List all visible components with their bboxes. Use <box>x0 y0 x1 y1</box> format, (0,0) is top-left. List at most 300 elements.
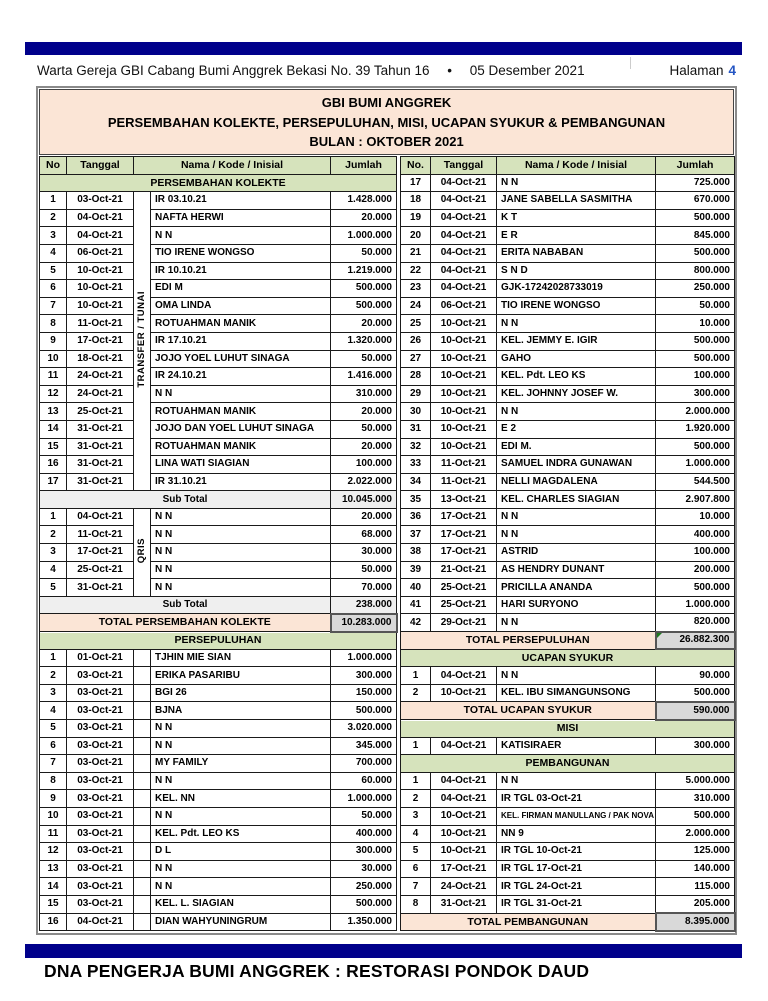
col-header-nama: Nama / Kode / Inisial <box>134 157 331 175</box>
row-date: 04-Oct-21 <box>67 913 134 931</box>
table-row <box>40 332 397 350</box>
row-number: 35 <box>401 491 431 509</box>
table-row <box>401 843 735 861</box>
subtotal-amount: 238.000 <box>331 596 397 614</box>
page-number: 4 <box>728 63 736 78</box>
row-date: 11-Oct-21 <box>431 473 497 491</box>
row-name: JANE SABELLA SASMITHA <box>497 192 656 210</box>
row-amount: 2.022.000 <box>331 473 397 491</box>
row-date: 04-Oct-21 <box>431 280 497 298</box>
table-row <box>401 491 735 509</box>
row-number: 21 <box>401 244 431 262</box>
table-row <box>40 315 397 333</box>
row-name: N N <box>151 737 331 755</box>
table-row <box>401 315 735 333</box>
row-name: KEL. L. SIAGIAN <box>151 895 331 913</box>
table-row <box>401 192 735 210</box>
row-amount: 500.000 <box>331 895 397 913</box>
row-number: 28 <box>401 368 431 386</box>
table-row <box>401 790 735 808</box>
table-row <box>40 473 397 491</box>
row-amount: 20.000 <box>331 209 397 227</box>
row-number: 4 <box>401 825 431 843</box>
row-date: 10-Oct-21 <box>431 843 497 861</box>
bottom-navy-bar <box>25 944 742 958</box>
row-name: TIO IRENE WONGSO <box>151 244 331 262</box>
row-name: IR TGL 03-Oct-21 <box>497 790 656 808</box>
row-number: 8 <box>40 315 67 333</box>
row-name: PRICILLA ANANDA <box>497 579 656 597</box>
group-spacer-cell <box>134 755 151 773</box>
row-name: AS HENDRY DUNANT <box>497 561 656 579</box>
row-date: 04-Oct-21 <box>431 209 497 227</box>
table-row <box>40 755 397 773</box>
row-name: MY FAMILY <box>151 755 331 773</box>
row-date: 03-Oct-21 <box>67 790 134 808</box>
table-row <box>401 684 735 702</box>
offerings-table-left <box>39 156 398 931</box>
total-row <box>401 632 735 650</box>
row-number: 39 <box>401 561 431 579</box>
table-row <box>401 473 735 491</box>
row-amount: 50.000 <box>331 350 397 368</box>
col-header-jumlah: Jumlah <box>331 157 397 175</box>
row-date: 03-Oct-21 <box>67 878 134 896</box>
row-name: ERITA NABABAN <box>497 244 656 262</box>
col-header-no: No. <box>401 157 431 175</box>
group-label-cell <box>134 508 151 596</box>
row-date: 25-Oct-21 <box>67 561 134 579</box>
row-number: 7 <box>40 755 67 773</box>
row-number: 2 <box>40 667 67 685</box>
group-spacer-cell <box>134 649 151 667</box>
total-ucapan-label: TOTAL UCAPAN SYUKUR <box>401 702 656 720</box>
row-amount: 500.000 <box>331 280 397 298</box>
row-number: 31 <box>401 420 431 438</box>
row-date: 10-Oct-21 <box>67 280 134 298</box>
section-header-persepuluhan: PERSEPULUHAN <box>40 632 397 650</box>
row-name: N N <box>151 227 331 245</box>
row-number: 37 <box>401 526 431 544</box>
row-name: N N <box>151 508 331 526</box>
table-row <box>401 332 735 350</box>
row-amount: 205.000 <box>656 895 735 913</box>
table-row <box>401 227 735 245</box>
total-row <box>401 913 735 931</box>
row-date: 24-Oct-21 <box>431 878 497 896</box>
row-amount: 300.000 <box>656 737 735 755</box>
row-name: N N <box>497 772 656 790</box>
row-amount: 1.219.000 <box>331 262 397 280</box>
row-amount: 20.000 <box>331 508 397 526</box>
row-name: N N <box>151 544 331 562</box>
row-date: 03-Oct-21 <box>67 843 134 861</box>
row-amount: 500.000 <box>656 350 735 368</box>
table-row <box>401 368 735 386</box>
table-row <box>40 297 397 315</box>
row-amount: 10.000 <box>656 508 735 526</box>
table-row <box>401 350 735 368</box>
row-date: 10-Oct-21 <box>431 420 497 438</box>
row-number: 17 <box>40 473 67 491</box>
col-header-no: No <box>40 157 67 175</box>
church-name: GBI BUMI ANGGREK <box>321 94 452 110</box>
row-name: N N <box>151 720 331 738</box>
table-row <box>40 790 397 808</box>
total-persepuluhan-amount: 26.882.300 <box>656 632 735 650</box>
row-name: D L <box>151 843 331 861</box>
row-name: BJNA <box>151 702 331 720</box>
row-number: 1 <box>40 649 67 667</box>
total-row <box>40 614 397 632</box>
row-name: GJK-17242028733019 <box>497 280 656 298</box>
row-date: 24-Oct-21 <box>67 385 134 403</box>
row-number: 6 <box>40 280 67 298</box>
row-name: N N <box>151 878 331 896</box>
row-amount: 50.000 <box>331 420 397 438</box>
row-name: ROTUAHMAN MANIK <box>151 315 331 333</box>
row-amount: 250.000 <box>656 280 735 298</box>
row-amount: 3.020.000 <box>331 720 397 738</box>
subtotal-row <box>40 596 397 614</box>
col-header-tanggal: Tanggal <box>67 157 134 175</box>
row-number: 2 <box>401 790 431 808</box>
table-row <box>401 420 735 438</box>
row-number: 42 <box>401 614 431 632</box>
row-date: 10-Oct-21 <box>431 315 497 333</box>
group-spacer-cell <box>134 790 151 808</box>
row-date: 04-Oct-21 <box>67 508 134 526</box>
row-name: IR 17.10.21 <box>151 332 331 350</box>
row-amount: 500.000 <box>656 244 735 262</box>
row-date: 11-Oct-21 <box>67 526 134 544</box>
row-amount: 500.000 <box>656 438 735 456</box>
row-number: 11 <box>40 368 67 386</box>
row-name: HARI SURYONO <box>497 596 656 614</box>
row-name: KEL. IBU SIMANGUNSONG <box>497 684 656 702</box>
row-date: 04-Oct-21 <box>431 772 497 790</box>
row-number: 8 <box>40 772 67 790</box>
row-date: 04-Oct-21 <box>431 174 497 192</box>
row-number: 14 <box>40 878 67 896</box>
row-name: ERIKA PASARIBU <box>151 667 331 685</box>
report-title-block <box>39 89 734 155</box>
row-name: TIO IRENE WONGSO <box>497 297 656 315</box>
group-spacer-cell <box>134 684 151 702</box>
offerings-table-left-body <box>40 157 397 931</box>
row-name: KEL. JOHNNY JOSEF W. <box>497 385 656 403</box>
row-number: 22 <box>401 262 431 280</box>
row-date: 04-Oct-21 <box>431 227 497 245</box>
total-kolekte-label: TOTAL PERSEMBAHAN KOLEKTE <box>40 614 331 632</box>
table-row <box>40 262 397 280</box>
table-row <box>40 772 397 790</box>
row-date: 10-Oct-21 <box>431 385 497 403</box>
table-row <box>401 508 735 526</box>
row-number: 38 <box>401 544 431 562</box>
row-amount: 500.000 <box>656 332 735 350</box>
row-amount: 1.000.000 <box>331 649 397 667</box>
row-amount: 2.000.000 <box>656 403 735 421</box>
row-name: N N <box>497 403 656 421</box>
row-date: 03-Oct-21 <box>67 192 134 210</box>
group-spacer-cell <box>134 772 151 790</box>
row-date: 03-Oct-21 <box>67 825 134 843</box>
row-number: 1 <box>401 772 431 790</box>
table-row <box>401 579 735 597</box>
table-row <box>40 720 397 738</box>
row-name: JOJO YOEL LUHUT SINAGA <box>151 350 331 368</box>
row-date: 03-Oct-21 <box>67 667 134 685</box>
row-name: E 2 <box>497 420 656 438</box>
row-name: NAFTA HERWI <box>151 209 331 227</box>
row-number: 25 <box>401 315 431 333</box>
row-amount: 345.000 <box>331 737 397 755</box>
row-number: 15 <box>40 438 67 456</box>
row-date: 03-Oct-21 <box>67 895 134 913</box>
row-number: 24 <box>401 297 431 315</box>
row-number: 3 <box>40 544 67 562</box>
table-row <box>401 438 735 456</box>
row-date: 01-Oct-21 <box>67 649 134 667</box>
row-amount: 115.000 <box>656 878 735 896</box>
row-name: N N <box>497 508 656 526</box>
comment-flag-icon <box>657 633 662 638</box>
table-row <box>40 913 397 931</box>
table-row <box>40 508 397 526</box>
row-date: 29-Oct-21 <box>431 614 497 632</box>
row-date: 03-Oct-21 <box>67 807 134 825</box>
row-name: IR TGL 17-Oct-21 <box>497 860 656 878</box>
section-header-row <box>40 174 397 192</box>
row-amount: 400.000 <box>331 825 397 843</box>
row-amount: 100.000 <box>656 368 735 386</box>
total-pembangunan-amount: 8.395.000 <box>656 913 735 931</box>
row-date: 04-Oct-21 <box>67 209 134 227</box>
row-amount: 50.000 <box>331 244 397 262</box>
table-row <box>40 192 397 210</box>
row-number: 4 <box>40 561 67 579</box>
row-amount: 310.000 <box>656 790 735 808</box>
row-date: 25-Oct-21 <box>431 596 497 614</box>
row-name: NN 9 <box>497 825 656 843</box>
row-number: 9 <box>40 790 67 808</box>
row-number: 41 <box>401 596 431 614</box>
row-amount: 5.000.000 <box>656 772 735 790</box>
row-amount: 300.000 <box>331 667 397 685</box>
row-date: 10-Oct-21 <box>431 825 497 843</box>
section-header-row <box>401 720 735 738</box>
group-spacer-cell <box>134 807 151 825</box>
table-row <box>40 895 397 913</box>
table-row <box>40 227 397 245</box>
row-amount: 140.000 <box>656 860 735 878</box>
row-name: DIAN WAHYUNINGRUM <box>151 913 331 931</box>
col-header-jumlah: Jumlah <box>656 157 735 175</box>
row-number: 3 <box>40 227 67 245</box>
table-row <box>401 596 735 614</box>
row-number: 6 <box>401 860 431 878</box>
group-label-cell <box>134 192 151 491</box>
row-number: 7 <box>401 878 431 896</box>
row-number: 10 <box>40 807 67 825</box>
table-row <box>40 456 397 474</box>
row-number: 15 <box>40 895 67 913</box>
row-number: 11 <box>40 825 67 843</box>
table-row <box>40 649 397 667</box>
row-amount: 500.000 <box>331 702 397 720</box>
row-amount: 300.000 <box>331 843 397 861</box>
row-date: 04-Oct-21 <box>431 262 497 280</box>
table-row <box>401 297 735 315</box>
row-date: 11-Oct-21 <box>67 315 134 333</box>
row-amount: 500.000 <box>331 297 397 315</box>
row-name: IR 10.10.21 <box>151 262 331 280</box>
row-name: N N <box>151 860 331 878</box>
subtotal-row <box>40 491 397 509</box>
row-date: 04-Oct-21 <box>431 790 497 808</box>
table-row <box>40 420 397 438</box>
row-name: N N <box>151 579 331 597</box>
row-date: 10-Oct-21 <box>431 368 497 386</box>
row-date: 06-Oct-21 <box>431 297 497 315</box>
row-number: 5 <box>40 720 67 738</box>
table-row <box>40 544 397 562</box>
row-name: KATISIRAER <box>497 737 656 755</box>
table-row <box>401 244 735 262</box>
report-title: PERSEMBAHAN KOLEKTE, PERSEPULUHAN, MISI, UCAPAN SYUKUR & PEMBANGUNAN <box>107 114 666 130</box>
table-row <box>40 860 397 878</box>
row-date: 17-Oct-21 <box>431 544 497 562</box>
table-row <box>401 561 735 579</box>
row-amount: 500.000 <box>656 209 735 227</box>
row-date: 17-Oct-21 <box>67 544 134 562</box>
row-amount: 1.000.000 <box>331 227 397 245</box>
row-number: 17 <box>401 174 431 192</box>
masthead-bullet: • <box>447 63 452 78</box>
row-amount: 1.350.000 <box>331 913 397 931</box>
col-header-tanggal: Tanggal <box>431 157 497 175</box>
section-header-misi: MISI <box>401 720 735 738</box>
row-amount: 300.000 <box>656 385 735 403</box>
row-name: N N <box>151 561 331 579</box>
row-date: 25-Oct-21 <box>67 403 134 421</box>
table-row <box>401 614 735 632</box>
group-spacer-cell <box>134 825 151 843</box>
row-amount: 100.000 <box>656 544 735 562</box>
row-name: IR 03.10.21 <box>151 192 331 210</box>
table-row <box>40 403 397 421</box>
row-date: 04-Oct-21 <box>431 244 497 262</box>
total-kolekte-amount: 10.283.000 <box>331 614 397 632</box>
row-name: KEL. Pdt. LEO KS <box>497 368 656 386</box>
col-header-nama: Nama / Kode / Inisial <box>497 157 656 175</box>
row-amount: 60.000 <box>331 772 397 790</box>
row-amount: 500.000 <box>656 579 735 597</box>
newsletter-title: Warta Gereja GBI Cabang Bumi Anggrek Bekasi No. 39 Tahun 16 <box>37 63 430 78</box>
table-row <box>40 244 397 262</box>
row-name: EDI M <box>151 280 331 298</box>
table-row <box>40 843 397 861</box>
table-row <box>40 209 397 227</box>
row-name: N N <box>151 807 331 825</box>
table-row <box>40 350 397 368</box>
group-spacer-cell <box>134 913 151 931</box>
row-name: N N <box>497 315 656 333</box>
table-row <box>401 174 735 192</box>
table-row <box>40 526 397 544</box>
row-date: 04-Oct-21 <box>431 192 497 210</box>
row-date: 31-Oct-21 <box>67 473 134 491</box>
row-name: N N <box>151 772 331 790</box>
row-number: 5 <box>40 579 67 597</box>
row-date: 03-Oct-21 <box>67 755 134 773</box>
table-row <box>401 262 735 280</box>
table-row <box>40 684 397 702</box>
row-number: 12 <box>40 385 67 403</box>
row-name: JOJO DAN YOEL LUHUT SINAGA <box>151 420 331 438</box>
table-row <box>40 667 397 685</box>
table-row <box>401 209 735 227</box>
masthead <box>25 57 742 84</box>
row-amount: 400.000 <box>656 526 735 544</box>
row-name: OMA LINDA <box>151 297 331 315</box>
row-date: 03-Oct-21 <box>67 737 134 755</box>
total-pembangunan-label: TOTAL PEMBANGUNAN <box>401 913 656 931</box>
row-amount: 10.000 <box>656 315 735 333</box>
row-name: GAHO <box>497 350 656 368</box>
row-amount: 30.000 <box>331 860 397 878</box>
section-header-kolekte: PERSEMBAHAN KOLEKTE <box>40 174 397 192</box>
row-name: N N <box>151 526 331 544</box>
row-amount: 200.000 <box>656 561 735 579</box>
row-amount: 1.320.000 <box>331 332 397 350</box>
row-name: KEL. FIRMAN MANULLANG / PAK NOVA <box>497 807 656 825</box>
row-number: 1 <box>40 508 67 526</box>
masthead-text <box>37 63 585 78</box>
row-amount: 1.000.000 <box>656 596 735 614</box>
table-row <box>40 702 397 720</box>
table-row <box>401 878 735 896</box>
row-name: IR TGL 10-Oct-21 <box>497 843 656 861</box>
row-date: 10-Oct-21 <box>67 297 134 315</box>
table-row <box>401 860 735 878</box>
section-header-row <box>401 755 735 773</box>
row-date: 04-Oct-21 <box>431 737 497 755</box>
row-name: KEL. JEMMY E. IGIR <box>497 332 656 350</box>
row-name: IR TGL 31-Oct-21 <box>497 895 656 913</box>
row-amount: 1.000.000 <box>656 456 735 474</box>
row-name: N N <box>497 667 656 685</box>
row-number: 2 <box>40 209 67 227</box>
row-date: 21-Oct-21 <box>431 561 497 579</box>
row-date: 10-Oct-21 <box>431 350 497 368</box>
row-amount: 670.000 <box>656 192 735 210</box>
group-spacer-cell <box>134 702 151 720</box>
row-date: 03-Oct-21 <box>67 860 134 878</box>
row-number: 19 <box>401 209 431 227</box>
subtotal-amount: 10.045.000 <box>331 491 397 509</box>
row-name: IR 24.10.21 <box>151 368 331 386</box>
row-date: 31-Oct-21 <box>67 579 134 597</box>
row-number: 1 <box>401 667 431 685</box>
row-amount: 20.000 <box>331 403 397 421</box>
row-amount: 50.000 <box>656 297 735 315</box>
table-row <box>401 737 735 755</box>
table-row <box>40 878 397 896</box>
row-number: 1 <box>401 737 431 755</box>
row-date: 10-Oct-21 <box>431 807 497 825</box>
